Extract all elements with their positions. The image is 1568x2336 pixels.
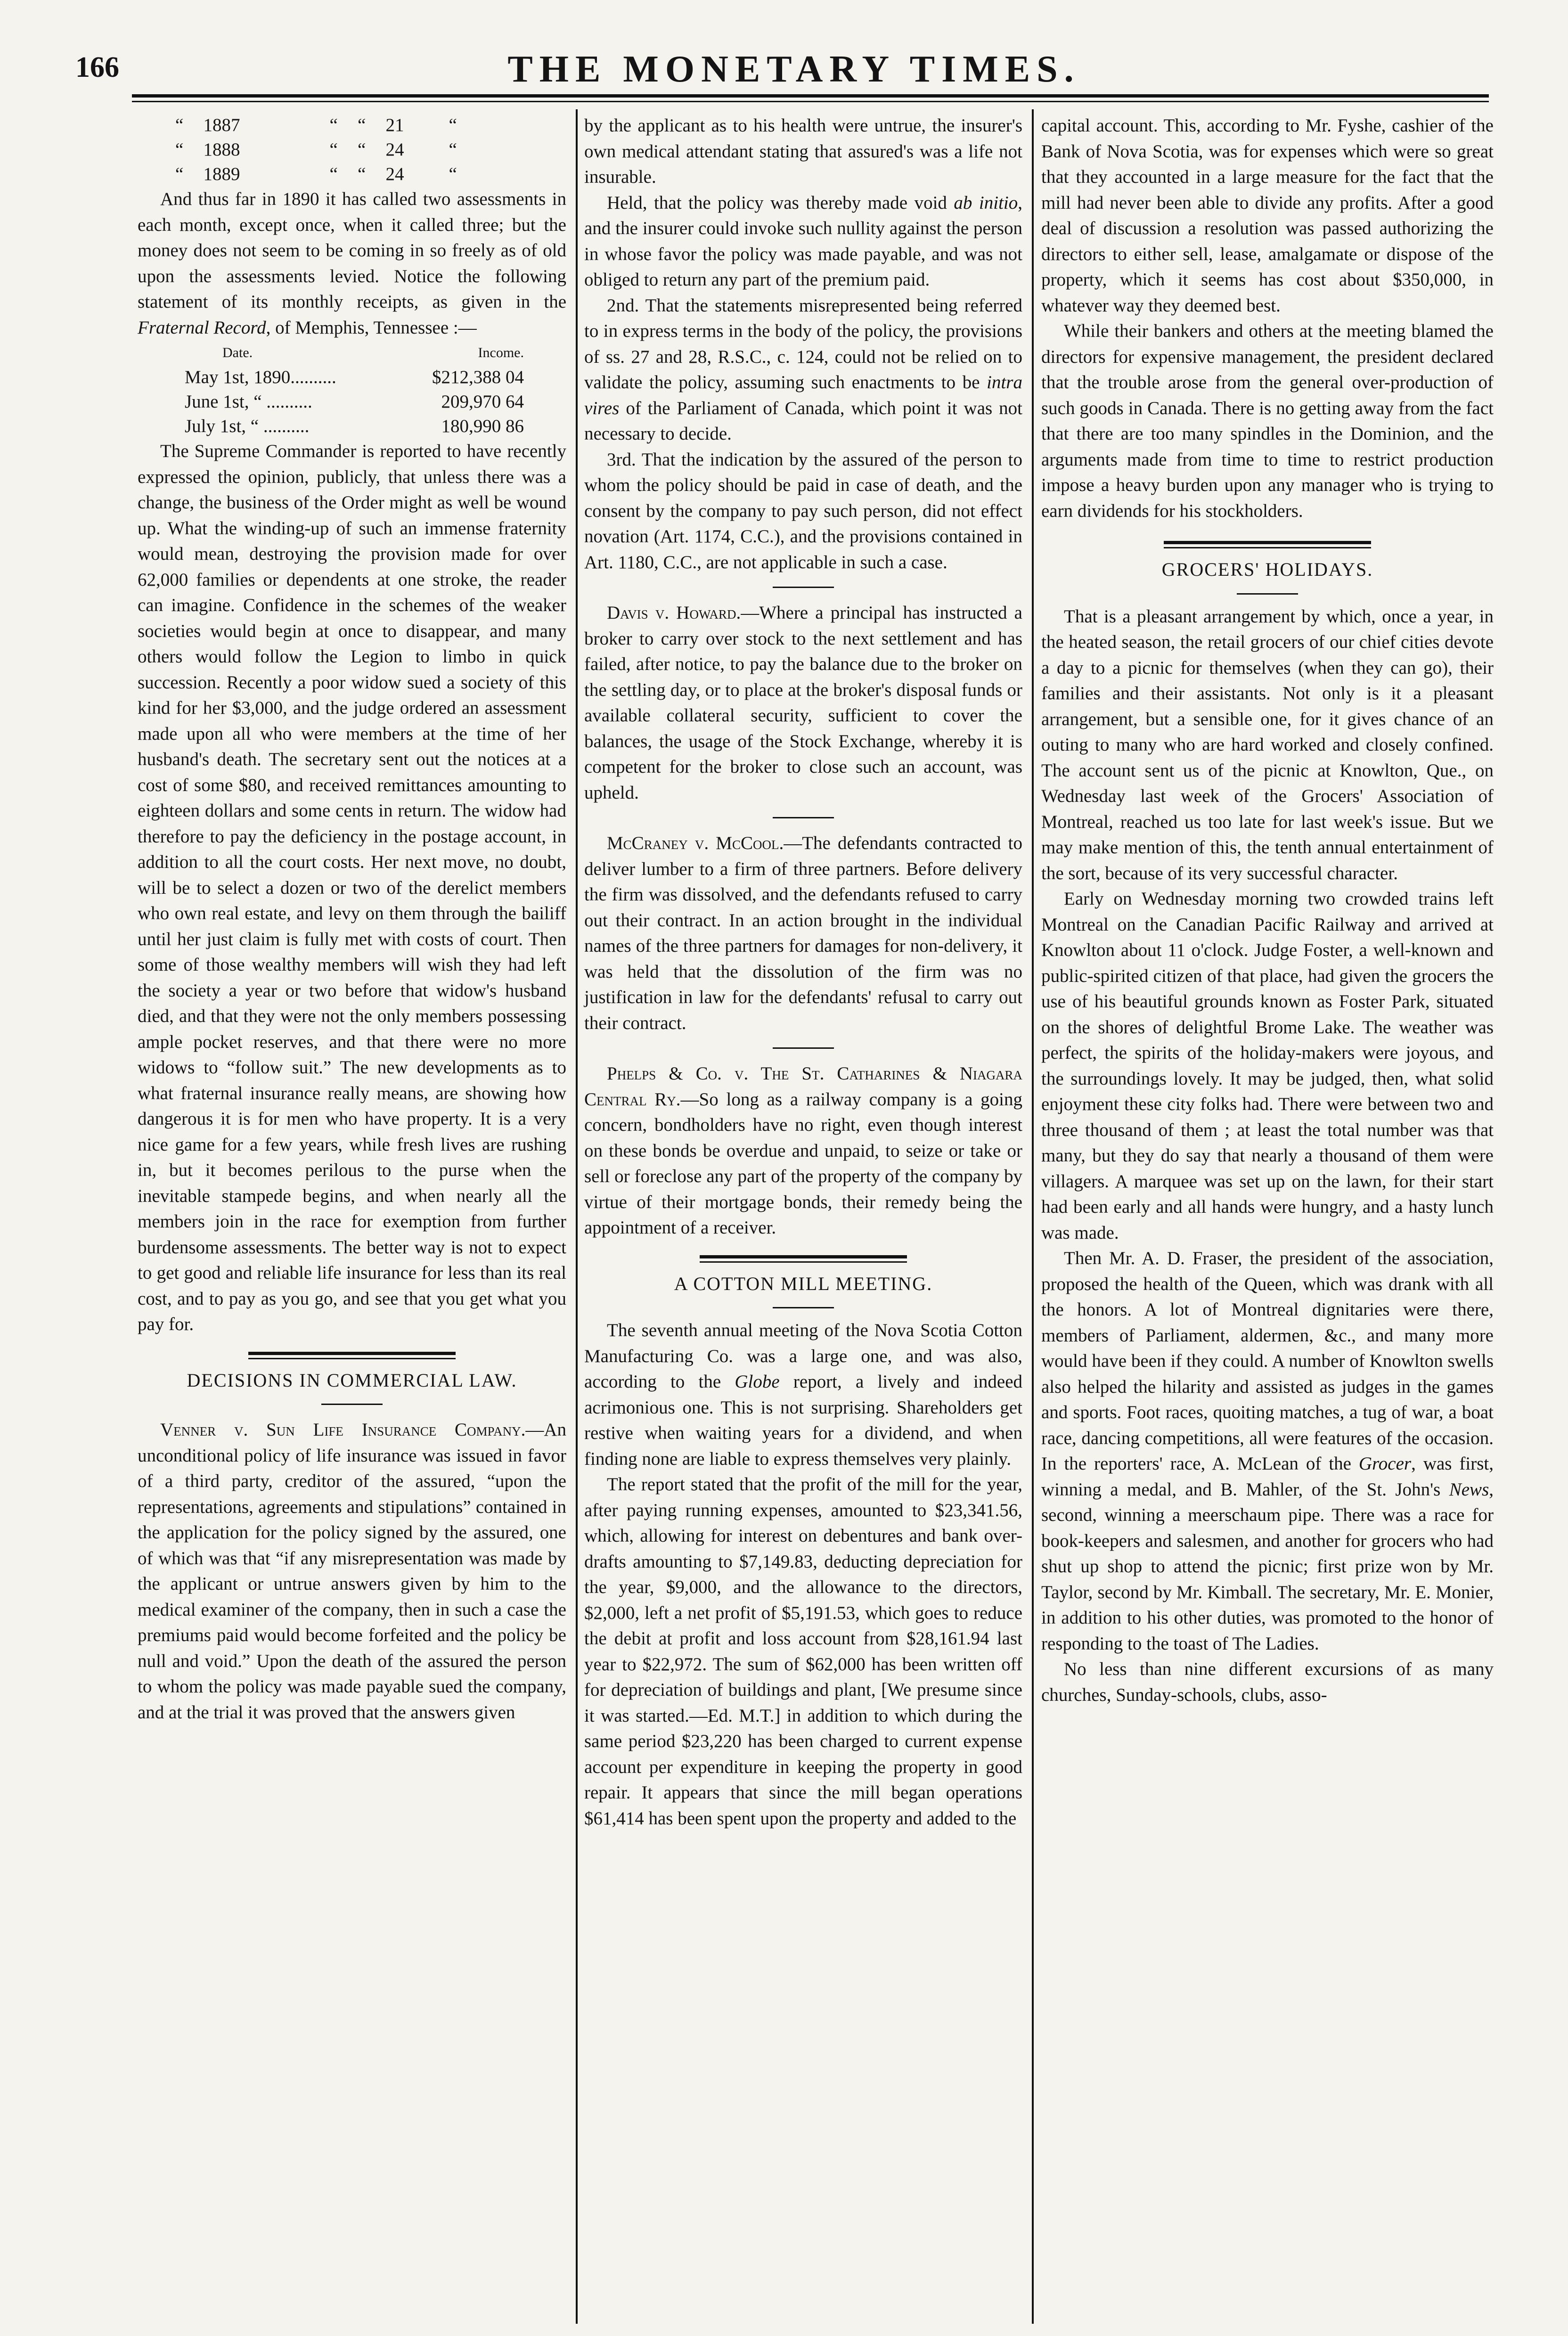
separator xyxy=(773,817,834,818)
paragraph: And thus far in 1890 it has called two assessments in each month, except once, when it called three; but the money does not seem to be coming in so freely as of old upon the assessments levied. Notice the following statement of its monthly receipts, as given in the Fraternal Record, of Memphis, Tennessee :— xyxy=(138,189,566,338)
paragraph: The Supreme Commander is reported to have recently expressed the opinion, publicly, that unless there was a change, the business of the Order might as well be wound up. What the winding-up of such an immense fraternity would mean, destroying the provision made for over 62,000 families or dependents at one stroke, the reader can imagine. Confidence in the schemes of the weaker societies would begin at once to disappear, and many others would follow the Legion to limbo in quick succession. Recently a poor widow sued a society of this kind for her $3,000, and the judge ordered an assessment made upon all who were members at the time of her husband's death. The secretary sent out the notices at a cost of some $80, and received remittances amounting to eighteen dollars and some cents in return. The widow had therefore to pay the deficiency in the postage account, in addition to all the court costs. Her next move, no doubt, will be to select a dozen or two of the derelict members who own real estate, and levy on them through the bailiff until her just claim is fully met with costs of court. Then some of those wealthy members will wish they had left the society a year or two before that widow's husband died, and that they were not the only members possessing ample pocket reserves, and that there were no more widows to “follow suit.” The new developments as to what fraternal insurance really means, are showing how dangerous it is for men who have property. It is a very nice game for a few years, while fresh lives are rushing in, but it becomes perilous to the purse when the inevitable stampede begins, and when nearly all the members join in the race for exemption from further burdensome assessments. The better way is not to expect to get good and reliable life insurance for less than its real cost, and to pay as you go, and see that you get what you pay for. xyxy=(138,441,566,1334)
paragraph: capital account. This, according to Mr. Fyshe, cashier of the Bank of Nova Scotia, was for expenses which were so great that they accounted in a large measure for the fact that the mill had never been able to divide any profits. After a good deal of discussion a resolution was passed authorizing the directors to either sell, lease, amalgamate or dispose of the property, which it seems has cost about $350,000, in whatever way they deemed best. xyxy=(1041,115,1494,316)
page-number: 166 xyxy=(75,51,119,83)
case-paragraph: Venner v. Sun Life Insurance Company.—An unconditional policy of life insurance was issued in favor of a third party, creditor of the assured, “upon the representations, agreements and stipulations” contained in the application for the policy signed by the assured, one of which was that “if any misrepresentation was made by the applicant or untrue answers given by him to the medical examiner of the company, then in such a case the premiums paid would become forfeited and the policy be null and void.” Upon the death of the assured the person to whom the policy was made payable sued the company, and at the trial it was proved that the answers given xyxy=(138,1420,566,1723)
header-rule-thin xyxy=(132,101,1489,102)
header-rule-thick xyxy=(132,94,1489,98)
paragraph: No less than nine different excursions of as many churches, Sunday-schools, clubs, asso- xyxy=(1041,1659,1494,1705)
ditto-mark: “ xyxy=(175,115,184,135)
column-header: Date. xyxy=(222,345,253,360)
column-3 xyxy=(1041,113,1494,1708)
table-row xyxy=(175,138,477,162)
year-cell: 1888 xyxy=(203,139,240,160)
column-header: Income. xyxy=(478,345,524,360)
paragraph: Then Mr. A. D. Fraser, the president of the association, proposed the health of the Queen, which was drank with all the honors. A lot of Montreal dignitaries were there, members of Parliament, aldermen, &c., and many more would have been if they could. A number of Knowlton swells also helped the hilarity and assisted as judges in the games and sports. Foot races, quoiting matches, a tug of war, a boat race, dancing competitions, all were features of the occasion. In the reporters' race, A. McLean of the Grocer, was first, winning a medal, and B. Mahler, of the St. John's News, second, winning a meerschaum pipe. There was a race for book-keepers and salesmen, and another for grocers who had shut up shop to attend the picnic; first prize won by Mr. Taylor, second by Mr. Kimball. The secretary, Mr. E. Monier, in addition to his other duties, was promoted to the honor of responding to the toast of The Ladies. xyxy=(1041,1248,1494,1654)
section-rule xyxy=(700,1261,907,1263)
ditto-mark: “ xyxy=(357,164,366,184)
paragraph: 2nd. That the statements misrepresented being referred to in express terms in the body of the policy, the provisions of ss. 27 and 28, R.S.C., c. 124, could not be relied on to validate the policy, assuming such enactments to be intra vires of the Parliament of Canada, which point it was not necessary to decide. xyxy=(584,295,1022,444)
paragraph: While their bankers and others at the meeting blamed the directors for expensive management, the president declared that the trouble arose from the general over-production of such goods in Canada. There is no getting away from the fact that there are too many spindles in the Dominion, and the arguments made from time to time to restrict production impose a heavy burden upon any manager who is trying to earn dividends for his stockholders. xyxy=(1041,321,1494,521)
paragraph: Early on Wednesday morning two crowded trains left Montreal on the Canadian Pacific Railway and arrived at Knowlton about 11 o'clock. Judge Foster, a well-known and public-spirited citizen of that place, had given the grocers the use of his beautiful grounds known as Foster Park, situated on the shores of delightful Brome Lake. The weather was perfect, the spirits of the holiday-makers were joyous, and the surroundings lovely. It may be judged, then, what solid enjoyment these city folks had. There were between two and three thousand of them ; at least the total number was that many, but they do say that nearly a thousand of them were villagers. A marquee was set up on the lawn, for their start had been early and all hands were hungry, and a hasty lunch was made. xyxy=(1041,889,1494,1243)
ditto-mark: “ xyxy=(449,139,457,160)
section-rule xyxy=(248,1358,456,1359)
table-row xyxy=(185,390,524,414)
ditto-mark: “ xyxy=(357,139,366,160)
count-cell: 21 xyxy=(385,115,404,135)
column-2 xyxy=(584,113,1022,1831)
table-header-row xyxy=(185,341,524,365)
column-1 xyxy=(138,113,566,1725)
table-row xyxy=(185,414,524,439)
ditto-mark: “ xyxy=(329,115,338,135)
section-heading: A COTTON MILL MEETING. xyxy=(674,1273,933,1294)
column-divider xyxy=(576,109,578,2324)
ditto-mark: “ xyxy=(357,115,366,135)
ditto-mark: “ xyxy=(175,139,184,160)
separator xyxy=(773,587,834,588)
date-cell: May 1st, 1890.......... xyxy=(185,367,336,387)
assessment-year-table xyxy=(175,113,477,187)
separator xyxy=(773,1047,834,1049)
section-rule xyxy=(700,1255,907,1258)
separator xyxy=(1237,593,1298,595)
paragraph: That is a pleasant arrangement by which, once a year, in the heated season, the retail grocers of our chief cities devote a day to a picnic for themselves (when they can go), their families and their assistants. Not only is it a pleasant arrangement, but a sensible one, for it gives chance of an outing to many who are hard worked and closely confined. The account sent us of the picnic at Knowlton, Que., on Wednesday last week of the Grocers' Association of Montreal, reached us too late for last week's issue. But we may make mention of this, the tenth annual entertainment of the sort, because of its very successful character. xyxy=(1041,606,1494,883)
paragraph: Held, that the policy was thereby made void ab initio, and the insurer could invoke such nullity against the person in whose favor the policy was made payable, and was not obliged to return any part of the premium paid. xyxy=(584,192,1022,290)
count-cell: 24 xyxy=(385,139,404,160)
ditto-mark: “ xyxy=(449,164,457,184)
count-cell: 24 xyxy=(385,164,404,184)
ditto-mark: “ xyxy=(329,164,338,184)
case-paragraph: Davis v. Howard.—Where a principal has instructed a broker to carry over stock to the next settlement and has failed, after notice, to pay the balance due to the broker on the settling day, or to place at the broker's disposal funds or available collateral security, sufficient to cover the balances, the usage of the Stock Exchange, whereby it is competent for the broker to close such an account, was upheld. xyxy=(584,603,1022,803)
table-row xyxy=(175,162,477,187)
column-divider xyxy=(1032,109,1034,2324)
ditto-mark: “ xyxy=(329,139,338,160)
income-cell: 180,990 86 xyxy=(441,416,524,436)
case-paragraph: Phelps & Co. v. The St. Catharines & Niagara Central Ry.—So long as a railway company is a going concern, bondholders have no right, even though interest on these bonds be overdue and unpaid, to seize or take or sell or foreclose any part of the property of the company by virtue of their mortgage bonds, their remedy being the appointment of a receiver. xyxy=(584,1063,1022,1238)
case-paragraph: McCraney v. McCool.—The defendants contracted to deliver lumber to a firm of three partners. Before delivery the firm was dissolved, and the defendants refused to carry out their contract. In an action brought in the individual names of the three partners for damages for non-delivery, it was held that the dissolution of the firm was no justification in law for the defendants' refusal to carry out their contract. xyxy=(584,833,1023,1033)
date-cell: June 1st, “ .......... xyxy=(185,392,312,412)
table-row xyxy=(185,365,524,390)
separator xyxy=(773,1307,834,1308)
section-rule xyxy=(1164,541,1371,544)
year-cell: 1889 xyxy=(203,164,240,184)
year-cell: 1887 xyxy=(203,115,240,135)
section-heading: GROCERS' HOLIDAYS. xyxy=(1161,559,1373,580)
date-cell: July 1st, “ .......... xyxy=(185,416,310,436)
receipts-table xyxy=(185,341,524,439)
table-row xyxy=(175,113,477,138)
masthead-title: THE MONETARY TIMES. xyxy=(507,49,1080,90)
income-cell: $212,388 04 xyxy=(432,367,524,387)
paragraph: The report stated that the profit of the mill for the year, after paying running expenses, amounted to $23,341.56, which, allowing for interest on debentures and bank over-drafts amounting to $7,149.83, deducting depreciation for the year, $9,000, and the allowance to the directors, $2,000, left a net profit of $5,191.53, which goes to reduce the debit at profit and loss account from $28,161.94 last year to $22,972. The sum of $62,000 has been written off for depreciation of buildings and plant, [We presume since it was started.—Ed. M.T.] in addition to which during the same period $23,220 has been charged to current expense account per expenditure in keeping the property in good repair. It appears that since the mill began operations $61,414 has been spent upon the property and added to the xyxy=(584,1474,1022,1829)
paragraph: The seventh annual meeting of the Nova Scotia Cotton Manufacturing Co. was a large one, and was also, according to the Globe report, a lively and indeed acrimonious one. This is not surprising. Shareholders get restive when waiting years for a dividend, and when finding none are liable to express themselves very plainly. xyxy=(584,1320,1023,1469)
paragraph: by the applicant as to his health were untrue, the insurer's own medical attendant stating that assured's was a life not insurable. xyxy=(584,115,1022,187)
ditto-mark: “ xyxy=(175,164,184,184)
section-heading: DECISIONS IN COMMERCIAL LAW. xyxy=(187,1369,517,1391)
section-rule xyxy=(1164,547,1371,548)
separator xyxy=(321,1404,383,1405)
paragraph: 3rd. That the indication by the assured of the person to whom the policy should be paid in case of death, and the consent by the company to pay such person, did not effect novation (Art. 1174, C.C.), and the provisions contained in Art. 1180, C.C., are not applicable in such a case. xyxy=(584,449,1022,572)
income-cell: 209,970 64 xyxy=(441,392,524,412)
ditto-mark: “ xyxy=(449,115,457,135)
section-rule xyxy=(248,1352,456,1355)
